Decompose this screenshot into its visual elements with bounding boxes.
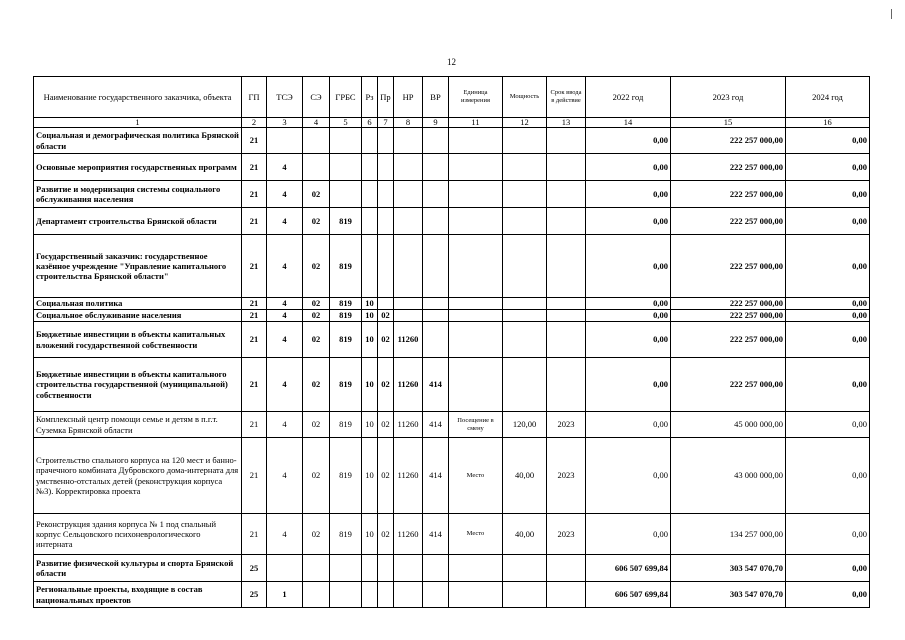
cell-grbs: 819 <box>330 358 362 412</box>
cell-unit: Посещение в смену <box>449 412 503 438</box>
table-row <box>34 181 870 208</box>
column-number: 3 <box>267 118 303 128</box>
cell-y2023: 222 257 000,00 <box>671 128 786 154</box>
cell-term <box>547 310 586 322</box>
cell-unit <box>449 235 503 298</box>
cell-y2024: 0,00 <box>786 298 870 310</box>
header-pr: Пр <box>378 77 394 118</box>
cell-name: Бюджетные инвестиции в объекты капитальных вложений государственной собственности <box>34 322 242 358</box>
cell-tse: 4 <box>267 298 303 310</box>
table-row <box>34 322 870 358</box>
cell-grbs: 819 <box>330 322 362 358</box>
cell-nr <box>394 128 423 154</box>
cell-grbs: 819 <box>330 412 362 438</box>
cell-pr: 02 <box>378 514 394 555</box>
cell-y2024: 0,00 <box>786 235 870 298</box>
cell-y2023: 134 257 000,00 <box>671 514 786 555</box>
cell-y2024: 0,00 <box>786 181 870 208</box>
cell-tse: 4 <box>267 322 303 358</box>
cell-tse: 4 <box>267 412 303 438</box>
cell-capacity: 120,00 <box>503 412 547 438</box>
cell-rz: 10 <box>362 298 378 310</box>
cell-y2023: 222 257 000,00 <box>671 310 786 322</box>
cell-gp: 21 <box>242 208 267 235</box>
header-unit: Единица измерения <box>449 77 503 118</box>
cell-vr: 414 <box>423 438 449 514</box>
cell-gp: 21 <box>242 128 267 154</box>
cell-capacity <box>503 154 547 181</box>
cell-tse: 4 <box>267 310 303 322</box>
header-capacity: Мощность <box>503 77 547 118</box>
column-number: 5 <box>330 118 362 128</box>
table-body <box>34 128 870 608</box>
cell-rz <box>362 582 378 608</box>
cell-grbs <box>330 181 362 208</box>
cell-capacity <box>503 298 547 310</box>
cell-gp: 21 <box>242 310 267 322</box>
cell-grbs <box>330 154 362 181</box>
cell-y2024: 0,00 <box>786 208 870 235</box>
cell-y2022: 0,00 <box>586 358 671 412</box>
cell-name: Развитие физической культуры и спорта Брянской области <box>34 555 242 582</box>
header-term: Срок ввода в действие <box>547 77 586 118</box>
cell-grbs: 819 <box>330 310 362 322</box>
cell-rz <box>362 555 378 582</box>
cell-name: Комплексный центр помощи семье и детям в п.г.т. Суземка Брянской области <box>34 412 242 438</box>
cell-vr: 414 <box>423 412 449 438</box>
cell-nr <box>394 154 423 181</box>
header-vr: ВР <box>423 77 449 118</box>
table-row <box>34 208 870 235</box>
cell-y2022: 606 507 699,84 <box>586 555 671 582</box>
cell-unit <box>449 582 503 608</box>
cell-term <box>547 322 586 358</box>
cell-y2024: 0,00 <box>786 412 870 438</box>
cell-y2022: 0,00 <box>586 208 671 235</box>
cell-se <box>303 154 330 181</box>
cell-tse <box>267 128 303 154</box>
header-name: Наименование государственного заказчика, объекта <box>34 77 242 118</box>
header-rz: Рз <box>362 77 378 118</box>
cell-capacity <box>503 310 547 322</box>
cell-rz: 10 <box>362 412 378 438</box>
column-number: 16 <box>786 118 870 128</box>
cell-gp: 25 <box>242 582 267 608</box>
cell-capacity <box>503 358 547 412</box>
page-number: 12 <box>447 57 456 67</box>
cell-vr <box>423 208 449 235</box>
column-number: 6 <box>362 118 378 128</box>
cell-unit: Место <box>449 514 503 555</box>
cell-vr <box>423 235 449 298</box>
cell-term: 2023 <box>547 438 586 514</box>
cell-nr: 11260 <box>394 412 423 438</box>
cell-term <box>547 358 586 412</box>
cell-se: 02 <box>303 310 330 322</box>
cell-name: Строительство спального корпуса на 120 мест и банно-прачечного комбината Дубровского дома-интерната для умственно-отсталых детей (реконструкция корпуса №3). Корректировка проекта <box>34 438 242 514</box>
cell-gp: 21 <box>242 412 267 438</box>
cell-y2022: 0,00 <box>586 310 671 322</box>
cell-pr: 02 <box>378 322 394 358</box>
cell-gp: 25 <box>242 555 267 582</box>
cell-name: Основные мероприятия государственных программ <box>34 154 242 181</box>
column-number: 9 <box>423 118 449 128</box>
cell-pr <box>378 181 394 208</box>
header-row <box>34 77 870 118</box>
header-2023: 2023 год <box>671 77 786 118</box>
cell-tse: 4 <box>267 235 303 298</box>
table-row <box>34 555 870 582</box>
cell-tse: 4 <box>267 514 303 555</box>
cell-unit <box>449 310 503 322</box>
cell-tse: 4 <box>267 358 303 412</box>
cell-pr <box>378 582 394 608</box>
column-number: 2 <box>242 118 267 128</box>
cell-grbs <box>330 128 362 154</box>
cell-se: 02 <box>303 438 330 514</box>
cell-vr <box>423 128 449 154</box>
cell-term <box>547 298 586 310</box>
cell-rz <box>362 181 378 208</box>
cell-y2022: 0,00 <box>586 322 671 358</box>
cell-vr <box>423 555 449 582</box>
cell-unit <box>449 128 503 154</box>
cell-capacity <box>503 555 547 582</box>
cell-y2024: 0,00 <box>786 310 870 322</box>
cell-unit: Место <box>449 438 503 514</box>
cell-gp: 21 <box>242 322 267 358</box>
cell-name: Департамент строительства Брянской области <box>34 208 242 235</box>
cell-term: 2023 <box>547 514 586 555</box>
cell-vr: 414 <box>423 358 449 412</box>
cell-y2023: 222 257 000,00 <box>671 154 786 181</box>
cell-capacity <box>503 582 547 608</box>
cell-grbs: 819 <box>330 208 362 235</box>
cell-y2024: 0,00 <box>786 322 870 358</box>
cell-unit <box>449 322 503 358</box>
table-row <box>34 412 870 438</box>
cell-se: 02 <box>303 208 330 235</box>
cell-capacity <box>503 208 547 235</box>
cell-y2023: 222 257 000,00 <box>671 298 786 310</box>
column-number: 13 <box>547 118 586 128</box>
cell-term <box>547 154 586 181</box>
column-number: 14 <box>586 118 671 128</box>
cell-nr <box>394 582 423 608</box>
header-se: СЭ <box>303 77 330 118</box>
cell-rz: 10 <box>362 310 378 322</box>
cell-grbs <box>330 555 362 582</box>
cell-nr <box>394 208 423 235</box>
cell-y2024: 0,00 <box>786 555 870 582</box>
cell-gp: 21 <box>242 358 267 412</box>
cell-capacity: 40,00 <box>503 438 547 514</box>
cell-pr <box>378 128 394 154</box>
cell-term <box>547 128 586 154</box>
header-nr: НР <box>394 77 423 118</box>
table-row <box>34 582 870 608</box>
edge-mark <box>891 9 892 19</box>
cell-capacity <box>503 181 547 208</box>
cell-term <box>547 555 586 582</box>
column-number: 8 <box>394 118 423 128</box>
cell-grbs: 819 <box>330 235 362 298</box>
cell-y2023: 222 257 000,00 <box>671 181 786 208</box>
column-number: 7 <box>378 118 394 128</box>
cell-rz <box>362 208 378 235</box>
cell-vr <box>423 298 449 310</box>
header-2024: 2024 год <box>786 77 870 118</box>
cell-y2024: 0,00 <box>786 128 870 154</box>
cell-unit <box>449 154 503 181</box>
header-grbs: ГРБС <box>330 77 362 118</box>
cell-y2022: 0,00 <box>586 438 671 514</box>
column-number: 1 <box>34 118 242 128</box>
cell-gp: 21 <box>242 438 267 514</box>
cell-gp: 21 <box>242 514 267 555</box>
table-row <box>34 128 870 154</box>
table-row <box>34 514 870 555</box>
cell-nr <box>394 310 423 322</box>
cell-se: 02 <box>303 235 330 298</box>
cell-name: Социальная и демографическая политика Брянской области <box>34 128 242 154</box>
table-row <box>34 235 870 298</box>
table-row <box>34 358 870 412</box>
cell-vr <box>423 322 449 358</box>
cell-nr: 11260 <box>394 322 423 358</box>
table-row <box>34 310 870 322</box>
cell-rz: 10 <box>362 438 378 514</box>
header-2022: 2022 год <box>586 77 671 118</box>
cell-y2023: 222 257 000,00 <box>671 358 786 412</box>
cell-name: Социальная политика <box>34 298 242 310</box>
cell-nr <box>394 235 423 298</box>
budget-table <box>33 76 870 608</box>
cell-capacity <box>503 128 547 154</box>
cell-y2023: 303 547 070,70 <box>671 582 786 608</box>
cell-term <box>547 235 586 298</box>
cell-y2024: 0,00 <box>786 582 870 608</box>
cell-capacity <box>503 235 547 298</box>
cell-nr <box>394 555 423 582</box>
cell-gp: 21 <box>242 235 267 298</box>
cell-y2022: 0,00 <box>586 514 671 555</box>
cell-vr <box>423 582 449 608</box>
cell-se: 02 <box>303 514 330 555</box>
cell-y2023: 222 257 000,00 <box>671 235 786 298</box>
cell-pr <box>378 298 394 310</box>
column-number: 11 <box>449 118 503 128</box>
cell-term: 2023 <box>547 412 586 438</box>
cell-y2023: 45 000 000,00 <box>671 412 786 438</box>
cell-y2024: 0,00 <box>786 358 870 412</box>
cell-grbs: 819 <box>330 514 362 555</box>
cell-se: 02 <box>303 298 330 310</box>
cell-tse: 4 <box>267 438 303 514</box>
cell-vr: 414 <box>423 514 449 555</box>
cell-pr: 02 <box>378 438 394 514</box>
cell-y2024: 0,00 <box>786 154 870 181</box>
cell-rz <box>362 128 378 154</box>
cell-se <box>303 128 330 154</box>
cell-gp: 21 <box>242 154 267 181</box>
cell-pr: 02 <box>378 358 394 412</box>
column-number: 4 <box>303 118 330 128</box>
cell-nr: 11260 <box>394 358 423 412</box>
cell-rz: 10 <box>362 514 378 555</box>
cell-unit <box>449 298 503 310</box>
column-number: 15 <box>671 118 786 128</box>
cell-term <box>547 208 586 235</box>
cell-y2022: 0,00 <box>586 412 671 438</box>
cell-gp: 21 <box>242 181 267 208</box>
cell-y2023: 303 547 070,70 <box>671 555 786 582</box>
cell-tse: 4 <box>267 181 303 208</box>
cell-se: 02 <box>303 181 330 208</box>
cell-name: Бюджетные инвестиции в объекты капитального строительства государственной (муниципальной) собственности <box>34 358 242 412</box>
cell-rz: 10 <box>362 358 378 412</box>
cell-nr: 11260 <box>394 514 423 555</box>
cell-y2022: 0,00 <box>586 154 671 181</box>
cell-se <box>303 582 330 608</box>
cell-name: Реконструкция здания корпуса № 1 под спальный корпус Сельцовского психоневрологического интерната <box>34 514 242 555</box>
cell-nr <box>394 181 423 208</box>
cell-term <box>547 582 586 608</box>
table-row <box>34 438 870 514</box>
cell-pr <box>378 235 394 298</box>
cell-grbs <box>330 582 362 608</box>
cell-pr: 02 <box>378 310 394 322</box>
cell-y2022: 0,00 <box>586 298 671 310</box>
cell-capacity <box>503 322 547 358</box>
cell-capacity: 40,00 <box>503 514 547 555</box>
cell-name: Государственный заказчик: государственное казённое учреждение "Управление капитального строительства Брянской области" <box>34 235 242 298</box>
cell-y2023: 222 257 000,00 <box>671 322 786 358</box>
cell-pr <box>378 555 394 582</box>
cell-unit <box>449 208 503 235</box>
cell-se: 02 <box>303 412 330 438</box>
cell-vr <box>423 181 449 208</box>
cell-se: 02 <box>303 358 330 412</box>
cell-name: Региональные проекты, входящие в состав национальных проектов <box>34 582 242 608</box>
header-gp: ГП <box>242 77 267 118</box>
cell-tse: 4 <box>267 208 303 235</box>
cell-rz: 10 <box>362 322 378 358</box>
table-row <box>34 154 870 181</box>
cell-pr: 02 <box>378 412 394 438</box>
cell-unit <box>449 555 503 582</box>
cell-rz <box>362 154 378 181</box>
table-row <box>34 298 870 310</box>
cell-y2023: 43 000 000,00 <box>671 438 786 514</box>
cell-unit <box>449 181 503 208</box>
cell-y2022: 0,00 <box>586 181 671 208</box>
cell-gp: 21 <box>242 298 267 310</box>
cell-y2022: 606 507 699,84 <box>586 582 671 608</box>
column-number-row <box>34 118 870 128</box>
cell-term <box>547 181 586 208</box>
cell-tse: 4 <box>267 154 303 181</box>
cell-vr <box>423 154 449 181</box>
cell-pr <box>378 208 394 235</box>
column-number: 12 <box>503 118 547 128</box>
cell-tse: 1 <box>267 582 303 608</box>
cell-y2022: 0,00 <box>586 128 671 154</box>
cell-y2022: 0,00 <box>586 235 671 298</box>
cell-tse <box>267 555 303 582</box>
cell-grbs: 819 <box>330 298 362 310</box>
cell-nr: 11260 <box>394 438 423 514</box>
cell-rz <box>362 235 378 298</box>
cell-se <box>303 555 330 582</box>
cell-se: 02 <box>303 322 330 358</box>
cell-nr <box>394 298 423 310</box>
cell-y2023: 222 257 000,00 <box>671 208 786 235</box>
cell-grbs: 819 <box>330 438 362 514</box>
header-tse: ТСЭ <box>267 77 303 118</box>
cell-y2024: 0,00 <box>786 438 870 514</box>
cell-name: Развитие и модернизация системы социального обслуживания населения <box>34 181 242 208</box>
cell-pr <box>378 154 394 181</box>
cell-vr <box>423 310 449 322</box>
cell-name: Социальное обслуживание населения <box>34 310 242 322</box>
cell-y2024: 0,00 <box>786 514 870 555</box>
cell-unit <box>449 358 503 412</box>
